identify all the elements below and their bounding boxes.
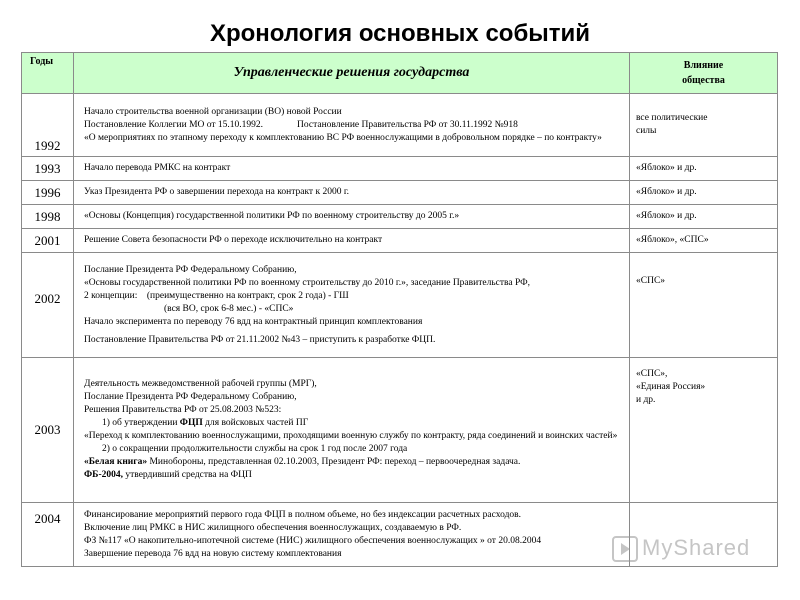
decisions-cell — [74, 94, 630, 157]
decision-line: Начало строительства военной организации (ВО) новой России — [84, 106, 342, 117]
influence-line: и др. — [636, 395, 656, 405]
decision-line: Начало эксперимента по переводу 76 вдд на контрактный принцип комплектования — [84, 316, 423, 327]
influence-cell — [630, 358, 778, 503]
decisions-cell — [74, 205, 630, 229]
decision-line: (вся ВО, срок 6-8 мес.) - «СПС» — [164, 303, 294, 314]
decisions-cell — [74, 229, 630, 253]
year-cell: 2003 — [22, 358, 74, 503]
header-influence — [630, 53, 778, 94]
decision-text: 2 концепции: — [84, 290, 138, 301]
decision-text: для войсковых частей ПГ — [205, 418, 309, 428]
decision-line: ФЗ №117 «О накопительно-ипотечной системе (НИС) жилищного обеспечения военнослужащих » от 20.08.2004 — [84, 535, 542, 546]
decision-line: Указ Президента РФ о завершении перехода на контракт к 2000 г. — [84, 187, 350, 197]
watermark-text: MyShared — [642, 535, 751, 560]
influence-cell — [630, 229, 778, 253]
decisions-cell — [74, 358, 630, 503]
decision-line: Финансирование мероприятий первого года ФЦП в полном объеме, но без индексации расчетных расходов. — [84, 509, 522, 520]
decision-text: (преимущественно на контракт, срок 2 года) - ГШ — [146, 290, 349, 301]
influence-line: «Единая Россия» — [636, 382, 706, 392]
influence-line: силы — [636, 126, 657, 136]
play-icon — [612, 536, 638, 562]
header-decisions: Управленческие решения государства — [74, 53, 630, 94]
decision-line: Постановление Правительства РФ от 21.11.2002 №43 – приступить к разработке ФЦП. — [84, 334, 436, 345]
decision-text: Постановление Коллегии МО от 15.10.1992. — [84, 119, 264, 130]
influence-cell — [630, 205, 778, 229]
decision-line: «О мероприятиях по этапному переходу к комплектованию ВС РФ военнослужащими в добровольном порядке – по контракту» — [84, 132, 602, 143]
decision-text: утвердивший средства на ФЦП — [125, 470, 252, 480]
table-row — [22, 94, 778, 157]
page-title: Хронология основных событий — [209, 20, 591, 47]
influence-line: «Яблоко», «СПС» — [636, 235, 709, 245]
decisions-cell — [74, 181, 630, 205]
influence-cell — [630, 94, 778, 157]
header-years: Годы — [22, 53, 74, 94]
decision-line: Включение лиц РМКС в НИС жилищного обеспечения военнослужащих, создаваемую в РФ. — [84, 522, 462, 533]
decision-line — [84, 469, 625, 482]
year-cell: 1998 — [22, 205, 74, 229]
decision-text-bold: ФБ-2004, — [84, 470, 123, 480]
header-influence-line2: общества — [682, 75, 725, 86]
decision-line: Решение Совета безопасности РФ о переходе исключительно на контракт — [84, 235, 383, 245]
influence-line: все политические — [636, 113, 708, 123]
decision-line: «Переход к комплектованию военнослужащими, проходящими военную службу по контракту, ряда соединений и воинских частей» — [84, 431, 618, 441]
influence-line: «Яблоко» и др. — [636, 211, 697, 221]
decisions-cell — [74, 157, 630, 181]
year-cell: 2004 — [22, 503, 74, 567]
decision-text: 1) об утверждении — [102, 418, 178, 428]
decision-text-bold: «Белая книга» — [84, 457, 148, 467]
decision-line: «Основы государственной политики РФ по военному строительству до 2010 г.», заседание Правительства РФ, — [84, 277, 530, 288]
watermark-logo — [612, 535, 750, 562]
influence-cell — [630, 253, 778, 358]
decision-line — [84, 456, 625, 469]
header-influence-line1: Влияние — [683, 60, 724, 71]
influence-line: «СПС» — [636, 276, 666, 286]
decision-line — [84, 290, 625, 303]
table-row — [22, 181, 778, 205]
decision-line: Завершение перевода 76 вдд на новую систему комплектования — [84, 548, 342, 559]
influence-line: «СПС», — [636, 369, 668, 379]
decision-line: «Основы (Концепция) государственной политики РФ по военному строительству до 2005 г.» — [84, 211, 460, 221]
decision-line — [84, 417, 625, 430]
table-row — [22, 358, 778, 503]
table-header-row — [22, 53, 778, 94]
decision-line: Деятельность межведомственной рабочей группы (МРГ), — [84, 379, 317, 389]
decision-line: Послание Президента РФ Федеральному Собранию, — [84, 264, 297, 275]
decision-text: Постановление Правительства РФ от 30.11.1992 №918 — [297, 119, 518, 130]
decision-text-bold: ФЦП — [179, 418, 203, 428]
decisions-cell — [74, 503, 630, 567]
decision-line: 2) о сокращении продолжительности службы на срок 1 год после 2007 года — [102, 444, 408, 454]
decision-line — [84, 119, 625, 132]
decision-text: Минобороны, представленная 02.10.2003, Президент РФ: переход – первоочередная задача. — [149, 457, 521, 467]
decisions-cell — [74, 253, 630, 358]
year-cell: 1992 — [22, 94, 74, 157]
table-row — [22, 157, 778, 181]
year-cell: 1996 — [22, 181, 74, 205]
chronology-table — [21, 52, 778, 567]
table-row — [22, 229, 778, 253]
influence-cell — [630, 157, 778, 181]
table-row — [22, 205, 778, 229]
influence-cell — [630, 181, 778, 205]
decision-line: Послание Президента РФ Федеральному Собранию, — [84, 392, 297, 402]
decision-line: Начало перевода РМКС на контракт — [84, 163, 231, 173]
influence-line: «Яблоко» и др. — [636, 187, 697, 197]
year-cell: 2001 — [22, 229, 74, 253]
influence-line: «Яблоко» и др. — [636, 163, 697, 173]
year-cell: 1993 — [22, 157, 74, 181]
table-row — [22, 253, 778, 358]
year-cell: 2002 — [22, 253, 74, 358]
decision-line: Решения Правительства РФ от 25.08.2003 №523: — [84, 405, 282, 415]
